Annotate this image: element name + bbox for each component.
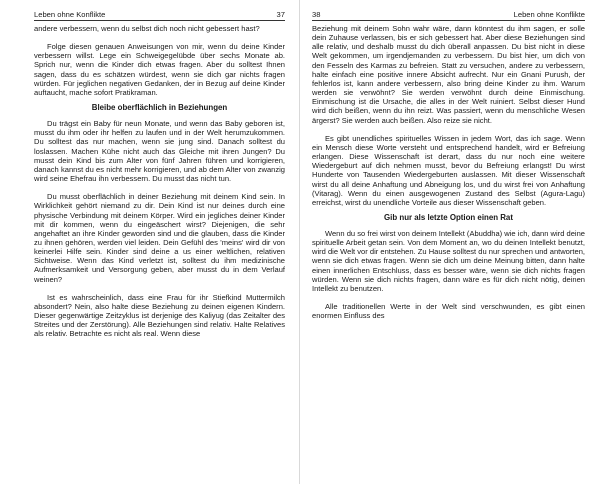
paragraph: Ist es wahrscheinlich, dass eine Frau für ihr Stiefkind Muttermilch absondert? Nein, also halte diese Beziehung zu deinen eigenen Kindern. Dieser gegenwärtige Zeitzyklus ist derjenige des Kaliyug (das Zeitalter des Streites und der Zerstörung). Alle Beziehungen sind relativ. Halte Relatives als relativ. Betrachte es nicht als real. Wenn diese (34, 292, 285, 339)
left-page (0, 0, 299, 484)
section-heading: Gib nur als letzte Option einen Rat (384, 212, 513, 222)
page-number: 37 (276, 10, 285, 19)
running-title: Leben ohne Konflikte (34, 10, 106, 19)
left-page-header (34, 10, 285, 21)
paragraph: Es gibt unendliches spirituelles Wissen in jedem Wort, das ich sage. Wenn ein Mensch diese Worte versteht und entsprechend handelt, wird er Befreiung erlangen. Diese Wissenschaft ist derart, dass du nur noch eine weitere Wiedergeburt auf dich nehmen musst, bevor du Befreiung erlangst! Du wirst Hunderte von Tausenden Wiedergeburten auslassen. Mit dieser Wissenschaft wirst du all deine Anhaftung und Abneigung los, und du wirst frei von Anhaftung (Vitarag). Wenn du einen ausgewogenen Zustand des Selbst (Agura-Lagu) erreichst, wirst du unendliche Vorteile aus dieser Wissenschaft geben. (312, 133, 585, 207)
running-title: Leben ohne Konflikte (513, 10, 585, 19)
right-page (300, 0, 599, 484)
section-heading: Bleibe oberflächlich in Beziehungen (91, 103, 228, 113)
paragraph: Folge diesen genauen Anweisungen von mir, wenn du deine Kinder verbessern willst. Lege ein Schweigegelübde über sechs Monate ab. Sprich nur, wenn die Kinder dich etwas fragen. Aber du solltest Ihnen sagen, dass du es schätzen würdest, wenn sie dich gar nichts fragen würden. Für jeglichen negativen Gedanken, der in Bezug auf deine Kinder auftaucht, mache sofort Pratikraman. (34, 42, 285, 97)
paragraph: Alle traditionellen Werte in der Welt sind verschwunden, es gibt einen enormen Einfluss des (312, 302, 585, 321)
paragraph: Du trägst ein Baby für neun Monate, und wenn das Baby geboren ist, musst du ihm oder ihr helfen zu laufen und in der Welt herumzukommen. Du solltest das nur machen, wenn sie jung sind. Danach solltest du loslassen. Machen Kühe nicht auch das Gleiche mit ihren Jungen? Du musst dein Kind bis zum Alter von fünf Jahren führen und korrigieren, danach kannst du es nicht mehr korrigieren, und ab dem Alter von zwanzig wird seine Ehefrau ihn verbessern. Du musst das nicht tun. (34, 119, 285, 184)
paragraph: Du musst oberflächlich in deiner Beziehung mit deinem Kind sein. In Wirklichkeit gehört niemand zu dir. Dein Kind ist nur deines durch eine physische Verbindung mit deinem Körper. Wird ein jegliches deiner Kinder mit dir kommen, wenn du eingeäschert wirst? Diejenigen, die sehr angehaftet an ihre Kinder geworden sind und die glauben, dass die Kinder zu ihnen gehören, werden viel leiden. Dein Gefühl des 'meins' wird dir von keinerlei Hilfe sein. Kinder sind deine a us einer weltlichen, relativen Sichtweise. Wenn das Kind verletzt ist, solltest du ihm medizinische Aufmerksamkeit und Versorgung geben, aber musst du in dem Verlauf weinen? (34, 192, 285, 284)
paragraph: Wenn du so frei wirst von deinem Intellekt (Abuddha) wie ich, dann wird deine spirituelle Arbeit getan sein. Von dem Moment an, wo du deinen Intellekt benutzt, wird die Welt vor dir entstehen. Zu Hause solltest du nur sprechen und antworten, wenn sie dich etwas fragen. Wenn sie dich um deine Meinung bitten, dann halte einen innerlichen Entschluss, dass es besser wäre, wenn sie dich nichts fragen würden. Wenn sie dich nichts fragen, dann wäre es für dich nicht nötig, deinen Intellekt zu benutzen. (312, 228, 585, 293)
paragraph: Beziehung mit deinem Sohn wahr wäre, dann könntest du ihm sagen, er solle dein Zuhause verlassen, bis er sich gebessert hat. Aber diese Beziehungen sind alle relativ, und deshalb musst du dich überall anpassen. Du bist nicht in diese Welt gekommen, um irgendjemanden zu verbessern. Du bist hier, um dich von den Fesseln des Karmas zu befreien. Statt zu versuchen, andere zu verbessern, halte einfach eine positive innere Absicht aufrecht. Nur ein Gnani Purush, der fehlerlos ist, kann andere verbessern, also bring deine Kinder zu ihm. Warum werden sie verwöhnt? Sie werden verwöhnt durch deine Einmischung. Einmischung ist die Ursache, die alles in der Welt ruiniert. Selbst dieser Hund wird dich beißen, wenn du ihn reizt. Was passiert, wenn du menschliche Wesen ärgerst? Sie werden auch beißen. Also reize sie nicht. (312, 24, 585, 125)
page-number: 38 (312, 10, 321, 19)
right-page-header (312, 10, 585, 21)
paragraph: andere verbessern, wenn du selbst dich noch nicht gebessert hast? (34, 24, 260, 33)
